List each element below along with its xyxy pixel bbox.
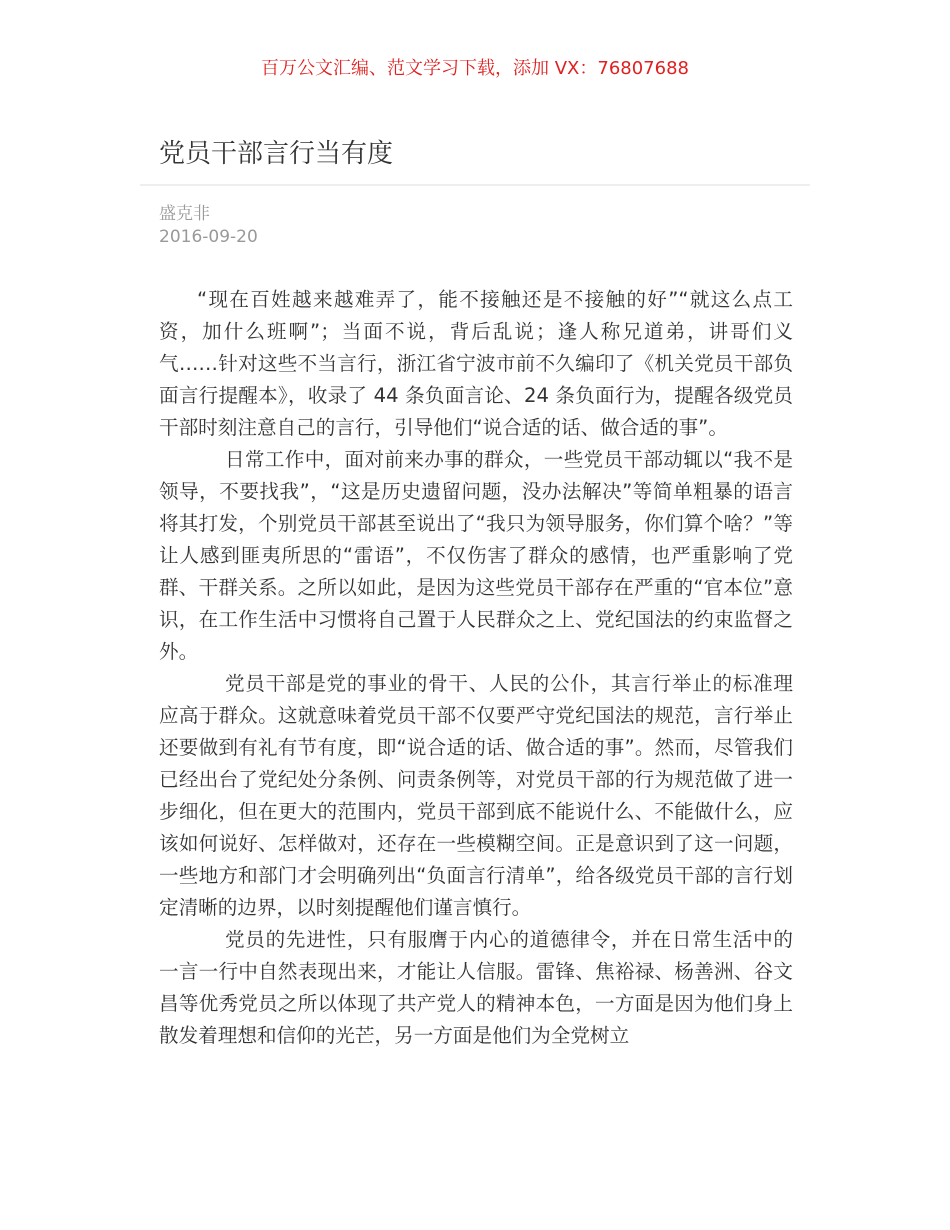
promo-banner: 百万公文汇编、范文学习下载，添加 VX：76807688: [261, 58, 689, 79]
article-paragraph: 党员的先进性，只有服膺于内心的道德律令，并在日常生活中的一言一行中自然表现出来，才能让人信服。雷锋、焦裕禄、杨善洲、谷文昌等优秀党员之所以体现了共产党人的精神本色，一方面是因为他们身上散发着理想和信仰的光芒，另一方面是他们为全党树立: [159, 928, 793, 1047]
article-paragraph: 党员干部是党的事业的骨干、人民的公仆，其言行举止的标准理应高于群众。这就意味着党员干部不仅要严守党纪国法的规范，言行举止还要做到有礼有节有度，即“说合适的话、做合适的事”。然而，尽管我们已经出台了党纪处分条例、问责条例等，对党员干部的行为规范做了进一步细化，但在更大的范围内，党员干部到底不能说什么、不能做什么，应该如何说好、怎样做对，还存在一些模糊空间。正是意识到了这一问题，一些地方和部门才会明确列出“负面言行清单”，给各级党员干部的言行划定清晰的边界，以时刻提醒他们谨言慎行。: [159, 672, 793, 919]
article-paragraph: 日常工作中，面对前来办事的群众，一些党员干部动辄以“我不是领导，不要找我”，“这是历史遗留问题，没办法解决”等简单粗暴的语言将其打发，个别党员干部甚至说出了“我只为领导服务，你们算个啥？”等让人感到匪夷所思的“雷语”，不仅伤害了群众的感情，也严重影响了党群、干群关系。之所以如此，是因为这些党员干部存在严重的“官本位”意识，在工作生活中习惯将自己置于人民群众之上、党纪国法的约束监督之外。: [159, 448, 793, 663]
article-author: 盛克非: [159, 204, 210, 224]
article-paragraph: “现在百姓越来越难弄了，能不接触还是不接触的好”“就这么点工资，加什么班啊”；当面不说，背后乱说；逢人称兄道弟，讲哥们义气……针对这些不当言行，浙江省宁波市前不久编印了《机关党员干部负面言行提醒本》，收录了 44 条负面言论、24 条负面行为，提醒各级党员干部时刻注意自己的言行，引导他们“说合适的话、做合适的事”。: [159, 288, 793, 439]
article-date: 2016-09-20: [159, 227, 258, 247]
article-body: [159, 284, 793, 1052]
title-divider: [140, 184, 810, 186]
article-title: 党员干部言行当有度: [159, 139, 394, 169]
article-meta: [159, 203, 258, 249]
